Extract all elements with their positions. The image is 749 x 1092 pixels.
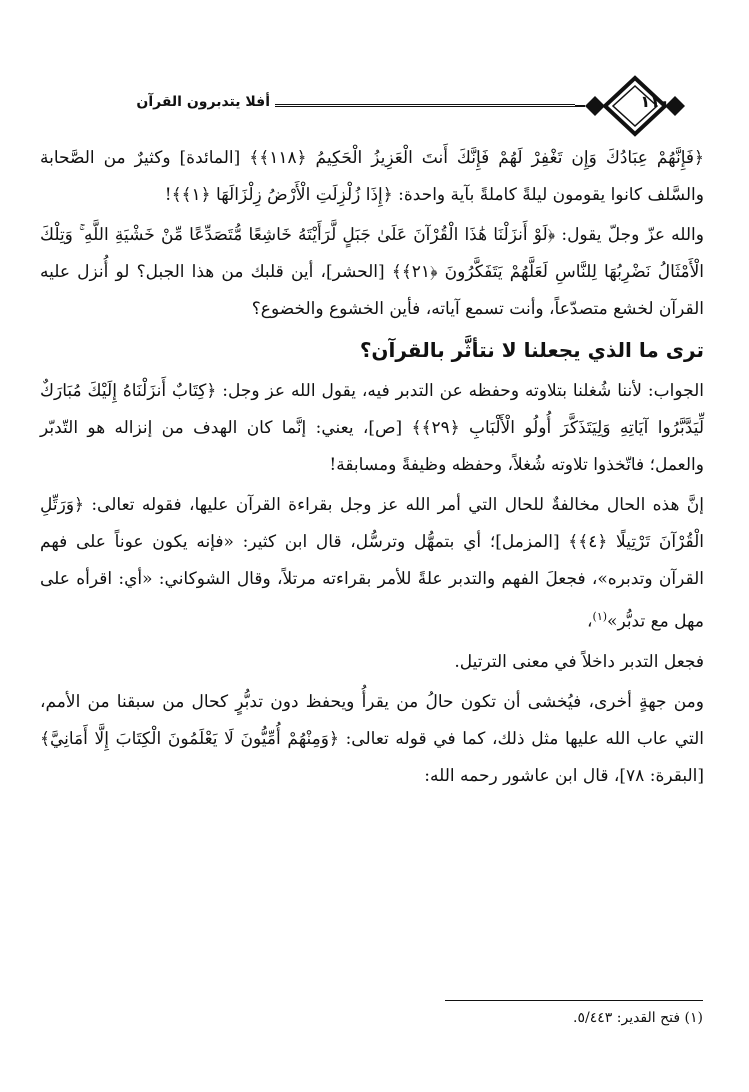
footnote-separator (445, 1000, 703, 1001)
paragraph-punctuation: ، (587, 611, 593, 632)
section-heading: ترى ما الذي يجعلنا لا نتأثَّر بالقرآن؟ (359, 338, 704, 362)
paragraph: ومن جهةٍ أخرى، فيُخشى أن تكون حالُ من يقرأُ ويحفظ دون تدبُّرٍ كحال من سبقنا من الأمم، التي عاب الله عليها مثل ذلك، كما في قوله تعالى: ﴿وَمِنْهُمْ أُمِّيُّونَ لَا يَعْلَمُونَ الْكِتَابَ إِلَّا أَمَانِيَّ﴾ [البقرة: ٧٨]، قال ابن عاشور رحمه الله: (40, 691, 704, 786)
header-rule (275, 104, 575, 107)
paragraph: الجواب: لأننا شُغلنا بتلاوته وحفظه عن التدبر فيه، يقول الله عز وجل: ﴿كِتَابٌ أَنزَلْنَاهُ إِلَيْكَ مُبَارَكٌ لِّيَدَّبَّرُوا آيَاتِهِ وَلِيَتَذَكَّرَ أُولُو الْأَلْبَابِ ﴿٢٩﴾﴾ [ص]، يعني: إنَّما كان الهدف من إنزاله هو التّدبّر والعمل؛ فاتّخذوا تلاوته شُغلاً، وحفظه وظيفةً ومسابقة! (40, 381, 704, 475)
footnote: (١) فتح القدير: ٥/٤٤٣. (573, 1010, 703, 1026)
paragraph: والله عزّ وجلّ يقول: ﴿لَوْ أَنزَلْنَا هَٰذَا الْقُرْآنَ عَلَىٰ جَبَلٍ لَّرَأَيْتَهُ خَاشِعًا مُّتَصَدِّعًا مِّنْ خَشْيَةِ اللَّهِ ۚ وَتِلْكَ الْأَمْثَالُ نَضْرِبُهَا لِلنَّاسِ لَعَلَّهُمْ يَتَفَكَّرُونَ ﴿٢١﴾﴾ [الحشر]، أين قلبك من هذا الجبل؟ لو أُنزل عليه القرآن لخشع متصدّعاً، وأنت تسمع آياته، فأين الخشوع والخضوع؟ (40, 225, 704, 319)
page-header (60, 74, 700, 138)
page-number: ١١٠ (640, 92, 670, 111)
running-title: أفلا يتدبرون القرآن (136, 94, 270, 110)
main-text (40, 140, 704, 798)
footnote-marker: (١) (592, 610, 608, 623)
paragraph (40, 487, 704, 641)
paragraph: ﴿فَإِنَّهُمْ عِبَادُكَ وَإِن تَغْفِرْ لَهُمْ فَإِنَّكَ أَنتَ الْعَزِيزُ الْحَكِيمُ ﴿١١٨﴾﴾ [المائدة] وكثيرٌ من الصَّحابة والسَّلف كانوا يقومون ليلةً كاملةً بآية واحدة: ﴿إِذَا زُلْزِلَتِ الْأَرْضُ زِلْزَالَهَا ﴿١﴾﴾! (40, 148, 704, 205)
paragraph: فجعل التدبر داخلاً في معنى الترتيل. (454, 651, 704, 672)
paragraph-text: إنَّ هذه الحال مخالفةٌ للحال التي أمر الله عز وجل بقراءة القرآن عليها، فقوله تعالى: ﴿وَرَتِّلِ الْقُرْآنَ تَرْتِيلًا ﴿٤﴾﴾ [المزمل]؛ أي بتمهُّل وترسُّل، قال ابن كثير: «فإنه يكون عوناً على فهم القرآن وتدبره»، فجعلَ الفهم والتدبر علةً للأمر بقراءته مرتلاً، وقال الشوكاني: «أي: اقرأه على مهل مع تدبُّر» (40, 495, 704, 632)
